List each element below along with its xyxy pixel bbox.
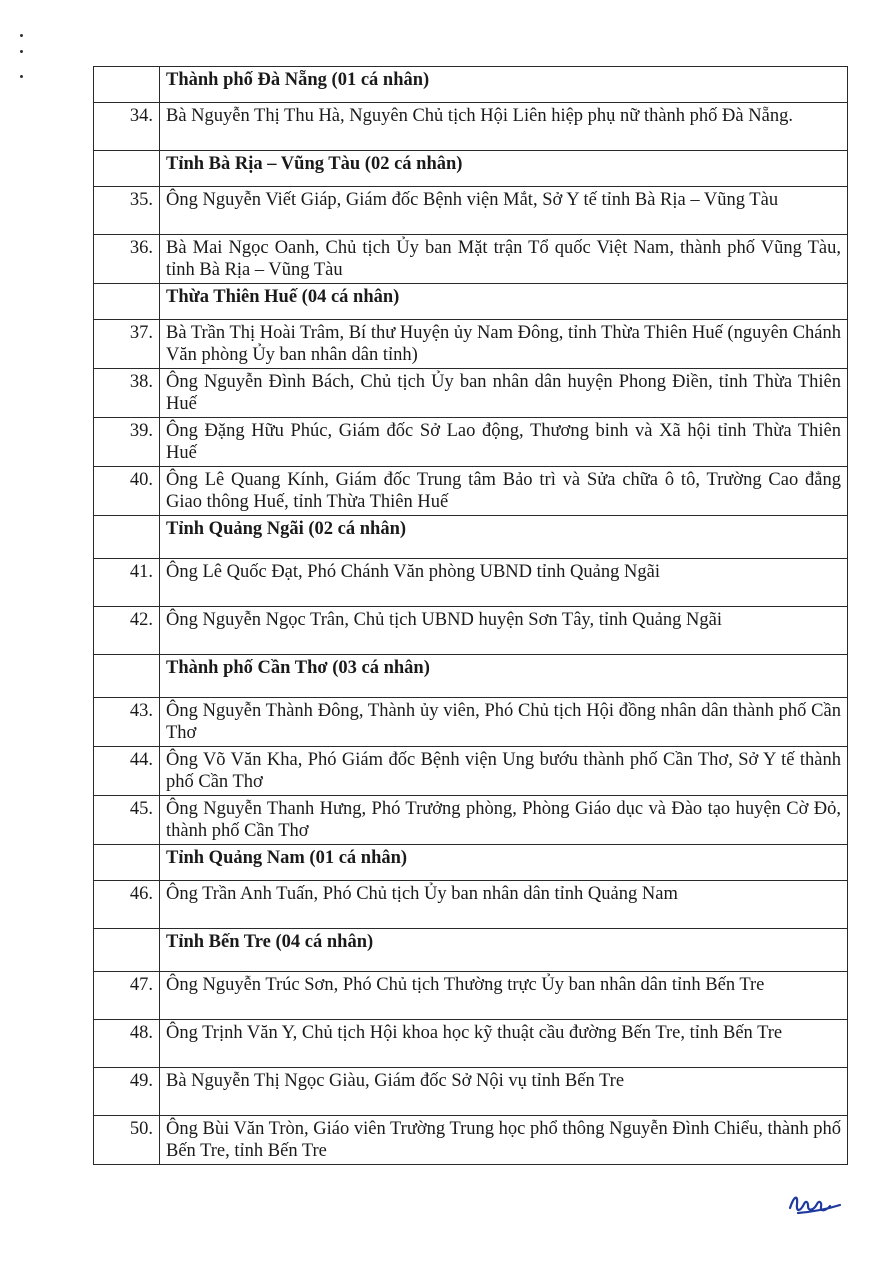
awardee-description: Ông Bùi Văn Tròn, Giáo viên Trường Trung học phổ thông Nguyễn Đình Chiểu, thành phố Bến Tre, tỉnh Bến Tre	[160, 1116, 848, 1165]
row-number: 40.	[94, 467, 160, 516]
table-row	[94, 607, 848, 655]
group-heading-row	[94, 151, 848, 187]
row-number: 44.	[94, 747, 160, 796]
table-row	[94, 559, 848, 607]
table-row	[94, 881, 848, 929]
row-number: 37.	[94, 320, 160, 369]
awardee-description: Ông Lê Quang Kính, Giám đốc Trung tâm Bảo trì và Sửa chữa ô tô, Trường Cao đẳng Giao thông Huế, tỉnh Thừa Thiên Huế	[160, 467, 848, 516]
awardee-description: Ông Nguyễn Viết Giáp, Giám đốc Bệnh viện Mắt, Sở Y tế tỉnh Bà Rịa – Vũng Tàu	[160, 187, 848, 235]
group-heading-row	[94, 516, 848, 559]
awardee-table-body	[94, 67, 848, 1165]
awardee-description: Ông Nguyễn Thành Đông, Thành ủy viên, Phó Chủ tịch Hội đồng nhân dân thành phố Cần Thơ	[160, 698, 848, 747]
group-number-cell	[94, 929, 160, 972]
group-heading-row	[94, 284, 848, 320]
row-number: 35.	[94, 187, 160, 235]
table-row	[94, 747, 848, 796]
group-heading-row	[94, 845, 848, 881]
table-row	[94, 235, 848, 284]
table-row	[94, 698, 848, 747]
group-heading-row	[94, 67, 848, 103]
awardee-description: Ông Nguyễn Ngọc Trân, Chủ tịch UBND huyện Sơn Tây, tỉnh Quảng Ngãi	[160, 607, 848, 655]
row-number: 43.	[94, 698, 160, 747]
group-heading: Tỉnh Quảng Ngãi (02 cá nhân)	[160, 516, 848, 559]
table-row	[94, 1116, 848, 1165]
group-heading: Thành phố Đà Nẵng (01 cá nhân)	[160, 67, 848, 103]
awardee-table	[93, 66, 848, 1165]
group-number-cell	[94, 845, 160, 881]
row-number: 39.	[94, 418, 160, 467]
table-row	[94, 187, 848, 235]
row-number: 45.	[94, 796, 160, 845]
awardee-description: Bà Nguyễn Thị Ngọc Giàu, Giám đốc Sở Nội vụ tỉnh Bến Tre	[160, 1068, 848, 1116]
row-number: 46.	[94, 881, 160, 929]
awardee-description: Bà Mai Ngọc Oanh, Chủ tịch Ủy ban Mặt trận Tổ quốc Việt Nam, thành phố Vũng Tàu, tỉnh Bà Rịa – Vũng Tàu	[160, 235, 848, 284]
awardee-description: Bà Nguyễn Thị Thu Hà, Nguyên Chủ tịch Hội Liên hiệp phụ nữ thành phố Đà Nẵng.	[160, 103, 848, 151]
handwritten-initial	[786, 1186, 846, 1226]
row-number: 36.	[94, 235, 160, 284]
table-row	[94, 467, 848, 516]
group-number-cell	[94, 151, 160, 187]
group-number-cell	[94, 67, 160, 103]
row-number: 50.	[94, 1116, 160, 1165]
awardee-description: Ông Đặng Hữu Phúc, Giám đốc Sở Lao động, Thương binh và Xã hội tỉnh Thừa Thiên Huế	[160, 418, 848, 467]
table-row	[94, 320, 848, 369]
table-row	[94, 418, 848, 467]
row-number: 47.	[94, 972, 160, 1020]
table-row	[94, 369, 848, 418]
awardee-description: Ông Trịnh Văn Y, Chủ tịch Hội khoa học kỹ thuật cầu đường Bến Tre, tỉnh Bến Tre	[160, 1020, 848, 1068]
awardee-description: Ông Nguyễn Đình Bách, Chủ tịch Ủy ban nhân dân huyện Phong Điền, tỉnh Thừa Thiên Huế	[160, 369, 848, 418]
group-heading: Thừa Thiên Huế (04 cá nhân)	[160, 284, 848, 320]
row-number: 49.	[94, 1068, 160, 1116]
margin-mark	[20, 34, 23, 37]
awardee-description: Ông Nguyễn Trúc Sơn, Phó Chủ tịch Thường trực Ủy ban nhân dân tỉnh Bến Tre	[160, 972, 848, 1020]
awardee-description: Bà Trần Thị Hoài Trâm, Bí thư Huyện ủy Nam Đông, tỉnh Thừa Thiên Huế (nguyên Chánh Văn phòng Ủy ban nhân dân tỉnh)	[160, 320, 848, 369]
group-number-cell	[94, 655, 160, 698]
group-heading: Tỉnh Bến Tre (04 cá nhân)	[160, 929, 848, 972]
table-row	[94, 972, 848, 1020]
group-heading: Tỉnh Quảng Nam (01 cá nhân)	[160, 845, 848, 881]
group-number-cell	[94, 284, 160, 320]
awardee-description: Ông Nguyễn Thanh Hưng, Phó Trưởng phòng, Phòng Giáo dục và Đào tạo huyện Cờ Đỏ, thành phố Cần Thơ	[160, 796, 848, 845]
awardee-description: Ông Lê Quốc Đạt, Phó Chánh Văn phòng UBND tỉnh Quảng Ngãi	[160, 559, 848, 607]
row-number: 41.	[94, 559, 160, 607]
margin-mark	[20, 75, 23, 78]
awardee-description: Ông Trần Anh Tuấn, Phó Chủ tịch Ủy ban nhân dân tỉnh Quảng Nam	[160, 881, 848, 929]
row-number: 34.	[94, 103, 160, 151]
group-heading: Tỉnh Bà Rịa – Vũng Tàu (02 cá nhân)	[160, 151, 848, 187]
table-row	[94, 1020, 848, 1068]
row-number: 38.	[94, 369, 160, 418]
row-number: 48.	[94, 1020, 160, 1068]
group-heading-row	[94, 929, 848, 972]
table-row	[94, 1068, 848, 1116]
table-row	[94, 796, 848, 845]
group-heading-row	[94, 655, 848, 698]
group-number-cell	[94, 516, 160, 559]
margin-mark	[20, 50, 23, 53]
table-row	[94, 103, 848, 151]
awardee-description: Ông Võ Văn Kha, Phó Giám đốc Bệnh viện Ung bướu thành phố Cần Thơ, Sở Y tế thành phố Cần Thơ	[160, 747, 848, 796]
row-number: 42.	[94, 607, 160, 655]
group-heading: Thành phố Cần Thơ (03 cá nhân)	[160, 655, 848, 698]
